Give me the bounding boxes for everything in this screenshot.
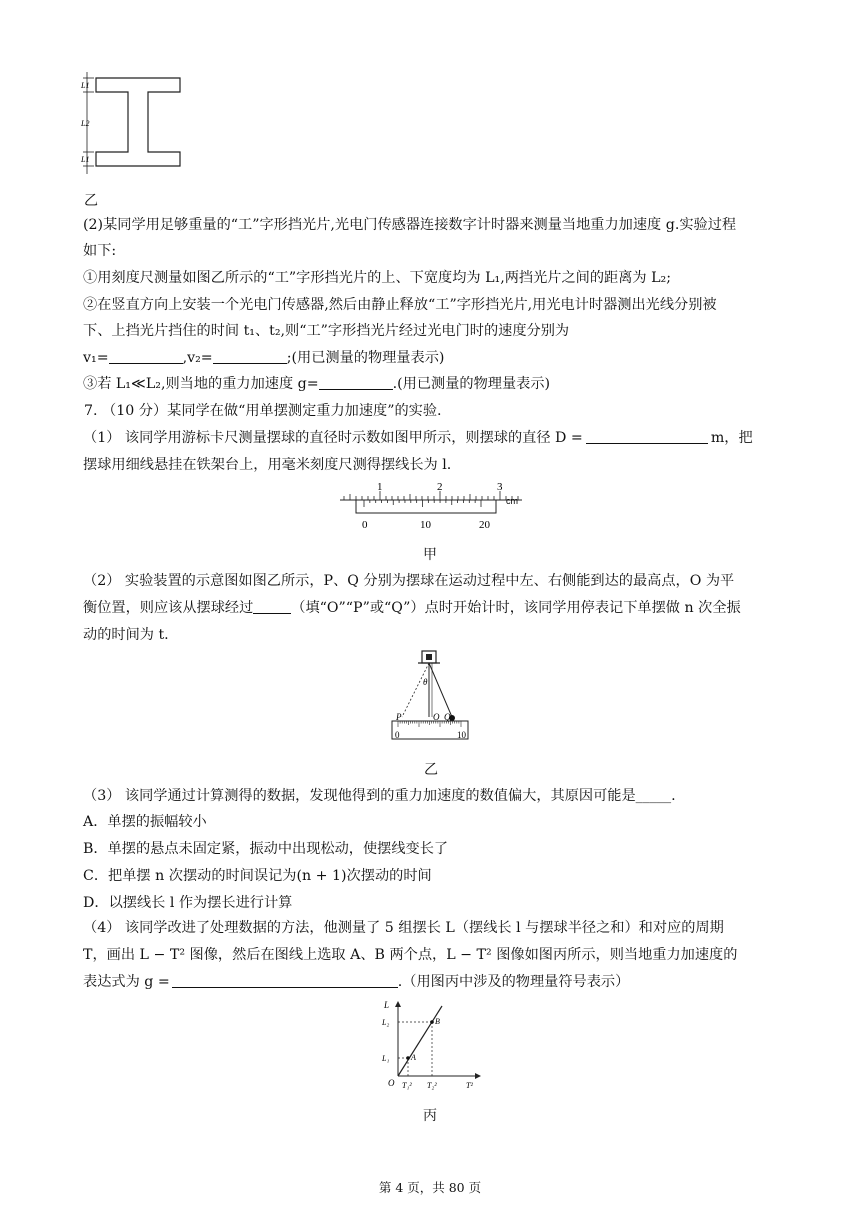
theta-label: θ [423, 677, 428, 687]
q7-p1-unit: m，把 [710, 430, 753, 446]
part2-line7-end: .(用已测量的物理量表示) [392, 376, 551, 392]
part2-line1: (2)某同学用足够重量的“工”字形挡光片,光电门传感器连接数字计时器来测量当地重力加速度 g.实验过程 [83, 217, 737, 233]
q7-title: 7. （10 分）某同学在做“用单摆测定重力加速度”的实验. [84, 403, 442, 419]
v2-blank[interactable] [213, 349, 287, 364]
part2-line6-end: ;(用已测量的物理量表示) [286, 350, 445, 366]
L1-label: L₁ [382, 1054, 390, 1063]
pend-scale-0: 0 [395, 730, 400, 740]
label-L1-bottom: L1 [81, 155, 90, 164]
part2-line3: ①用刻度尺测量如图乙所示的“工”字形挡光片的上、下宽度均为 L₁,两挡光片之间的距离为 L₂; [83, 270, 671, 286]
q7-p1-line2: 摆球用细线悬挂在铁架台上，用毫米刻度尺测得摆线长为 l. [83, 457, 452, 473]
point-Q-label: Q [444, 712, 451, 722]
T1-label: T₁² [402, 1081, 412, 1090]
L2-label: L₂ [382, 1018, 390, 1027]
q7-p2-line3: 动的时间为 t. [83, 627, 169, 643]
q7-p4-line1: （4） 该同学改进了处理数据的方法，他测量了 5 组摆长 L（摆线长 l 与摆球半径之和）和对应的周期 [83, 920, 724, 936]
vernier-20: 20 [479, 519, 490, 531]
q7-p1-text: （1） 该同学用游标卡尺测量摆球的直径时示数如图甲所示，则摆球的直径 D = [83, 430, 583, 446]
axis-T-label: T² [466, 1081, 473, 1090]
q7-p4-text-rest: .（用图丙中涉及的物理量符号表示） [397, 974, 630, 990]
v2-label: ,v₂= [182, 350, 213, 366]
point-P-label: P [396, 712, 402, 722]
vernier-0: 0 [362, 519, 368, 531]
unit-cm: cm [506, 496, 518, 506]
g-label: ③若 L₁≪L₂,则当地的重力加速度 g= [83, 376, 319, 392]
origin-label: O [388, 1078, 395, 1088]
q7-p3: （3） 该同学通过计算测得的数据，发现他得到的重力加速度的数值偏大，其原因可能是_____. [83, 788, 676, 804]
v1-blank[interactable] [109, 349, 183, 364]
part2-line6 [83, 348, 444, 368]
timing-point-blank[interactable] [253, 599, 291, 614]
option-A[interactable]: A．单摆的振幅较小 [83, 814, 207, 830]
main-scale-3: 3 [497, 481, 503, 493]
page-footer: 第 4 页，共 80 页 [378, 1180, 482, 1195]
point-O-label: O [433, 712, 440, 722]
q7-p2-text-rest: （填“O”“P”或“Q”）点时开始计时，该同学用停表记下单摆做 n 次全振 [291, 600, 741, 616]
q7-p2-line2 [83, 598, 741, 618]
option-C[interactable]: C．把单摆 n 次摆动的时间误记为(n + 1)次摆动的时间 [83, 868, 432, 884]
label-L2: L2 [81, 119, 90, 128]
point-A-label: A [411, 1053, 416, 1062]
part2-line4: ②在竖直方向上安装一个光电门传感器,然后由静止释放“工”字形挡光片,用光电计时器测出光线分别被 [83, 297, 717, 313]
i-shape-figure [78, 70, 188, 180]
q7-p2-line1: （2） 实验装置的示意图如图乙所示，P、Q 分别为摆球在运动过程中左、右侧能到达的最高点，O 为平 [83, 573, 735, 589]
caption-bing: 丙 [423, 1108, 437, 1124]
caption-yi: 乙 [424, 762, 438, 778]
pendulum-figure [386, 647, 476, 747]
l-t2-graph [376, 996, 484, 1096]
q7-p4-text: 表达式为 g = [83, 974, 170, 990]
option-D[interactable]: D．以摆线长 l 作为摆长进行计算 [83, 895, 293, 911]
label-L1-top: L1 [81, 81, 90, 90]
part2-line7 [83, 374, 550, 394]
vernier-10: 10 [420, 519, 431, 531]
main-scale-2: 2 [437, 481, 443, 493]
q7-p4-line3 [83, 972, 629, 992]
g-blank[interactable] [319, 375, 393, 390]
g-expression-blank[interactable] [172, 973, 398, 988]
vernier-caliper-figure [336, 478, 526, 536]
axis-L-label: L [384, 1000, 390, 1010]
pend-scale-10: 10 [457, 730, 466, 740]
point-B-label: B [435, 1017, 440, 1026]
part2-line2: 如下: [83, 243, 117, 259]
diameter-blank[interactable] [586, 429, 708, 444]
main-scale-1: 1 [377, 481, 383, 493]
caption-yi-top: 乙 [84, 193, 98, 209]
option-B[interactable]: B．单摆的悬点未固定紧，振动中出现松动，使摆线变长了 [83, 841, 449, 857]
q7-p1-line1 [83, 428, 753, 448]
part2-line5: 下、上挡光片挡住的时间 t₁、t₂,则“工”字形挡光片经过光电门时的速度分别为 [83, 323, 570, 339]
q7-p2-text: 衡位置，则应该从摆球经过 [83, 600, 254, 616]
q7-p4-line2: T，画出 L − T² 图像，然后在图线上选取 A、B 两个点，L − T² 图像如图丙所示，则当地重力加速度的 [83, 947, 738, 963]
T2-label: T₂² [427, 1081, 437, 1090]
v1-label: v₁= [83, 350, 109, 366]
caption-jia: 甲 [423, 547, 437, 563]
